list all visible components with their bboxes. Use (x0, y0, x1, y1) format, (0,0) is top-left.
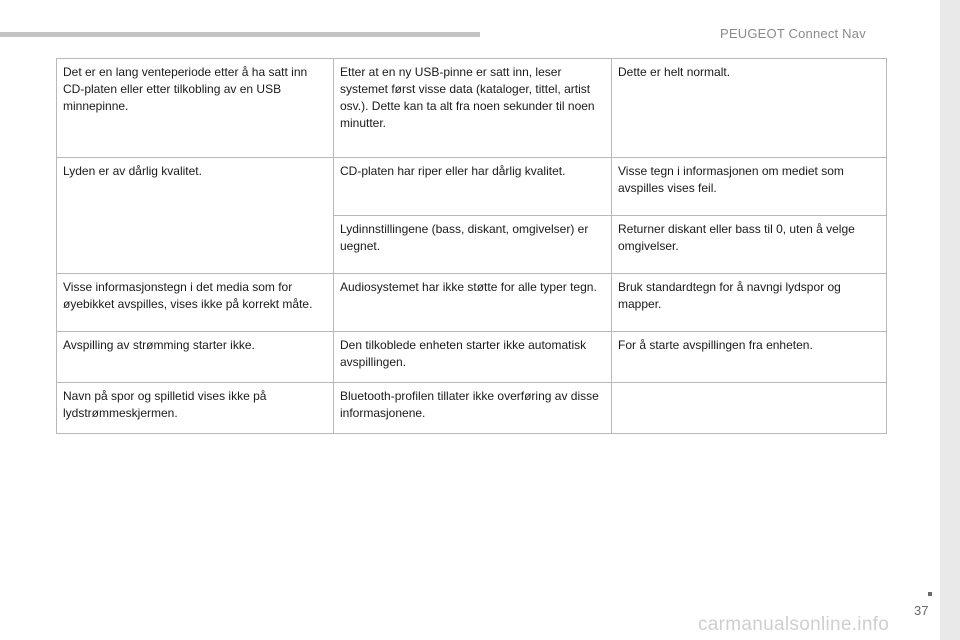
cause-cell: CD-platen har riper eller har dårlig kvalitet. (334, 158, 612, 216)
watermark-text: carmanualsonline.info (698, 614, 890, 635)
header-divider-bar (0, 32, 480, 37)
cause-cell: Lydinnstillingene (bass, diskant, omgivelser) er uegnet. (334, 216, 612, 274)
question-cell: Det er en lang venteperiode etter å ha satt inn CD-platen eller etter tilkobling av en USB minnepinne. (57, 59, 334, 158)
cause-cell: Den tilkoblede enheten starter ikke automatisk avspillingen. (334, 332, 612, 383)
solution-cell: Visse tegn i informasjonen om mediet som avspilles vises feil. (612, 158, 887, 216)
solution-cell (612, 383, 887, 434)
troubleshooting-table (56, 58, 887, 434)
table-row (57, 158, 887, 216)
table-row (57, 59, 887, 158)
page-number: 37 (914, 603, 929, 618)
solution-cell: Returner diskant eller bass til 0, uten å velge omgivelser. (612, 216, 887, 274)
cause-cell: Etter at en ny USB-pinne er satt inn, leser systemet først visse data (kataloger, tittel, artist osv.). Dette kan ta alt fra noen sekunder til noen minutter. (334, 59, 612, 158)
page-header-title: PEUGEOT Connect Nav (720, 26, 866, 41)
table-row (57, 274, 887, 332)
cause-cell: Bluetooth-profilen tillater ikke overføring av disse informasjonene. (334, 383, 612, 434)
page-edge-strip (940, 0, 960, 640)
table-row (57, 332, 887, 383)
question-cell: Visse informasjonstegn i det media som for øyebikket avspilles, vises ikke på korrekt måte. (57, 274, 334, 332)
solution-cell: For å starte avspillingen fra enheten. (612, 332, 887, 383)
solution-cell: Bruk standardtegn for å navngi lydspor og mapper. (612, 274, 887, 332)
question-cell: Lyden er av dårlig kvalitet. (57, 158, 334, 274)
cause-cell: Audiosystemet har ikke støtte for alle typer tegn. (334, 274, 612, 332)
page-marker-dot (928, 592, 932, 596)
solution-cell: Dette er helt normalt. (612, 59, 887, 158)
table-row (57, 383, 887, 434)
question-cell: Avspilling av strømming starter ikke. (57, 332, 334, 383)
question-cell: Navn på spor og spilletid vises ikke på lydstrømmeskjermen. (57, 383, 334, 434)
